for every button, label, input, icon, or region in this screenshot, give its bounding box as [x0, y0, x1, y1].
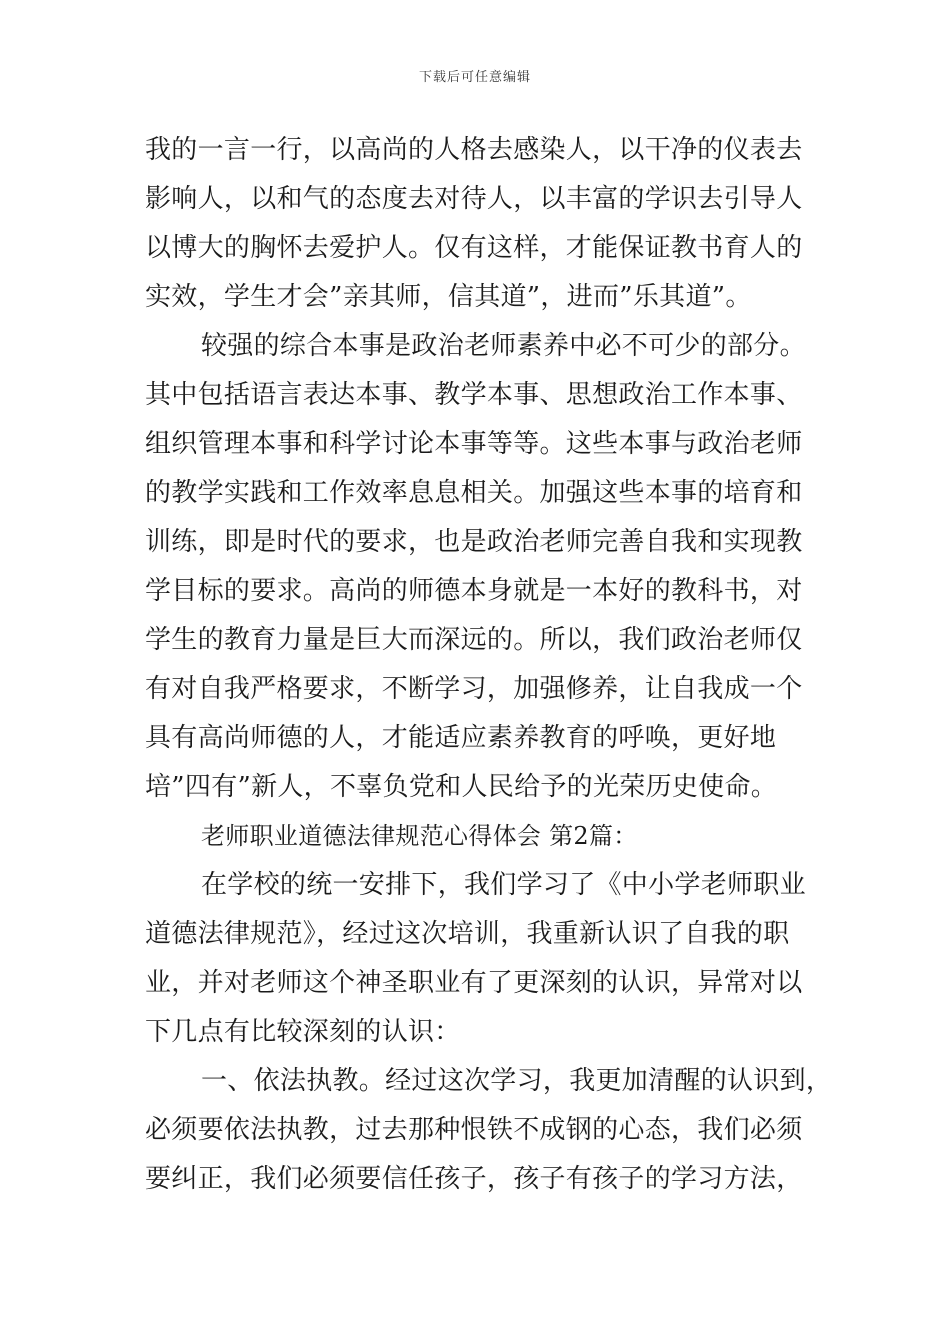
text-line: 有对自我严格要求，不断学习，加强修养，让自我成一个	[145, 674, 803, 704]
text-line: 的教学实践和工作效率息息相关。加强这些本事的培育和	[145, 478, 803, 508]
text-line: 具有高尚师德的人，才能适应素养教育的呼唤，更好地	[145, 723, 777, 753]
page-header-note: 下载后可任意编辑	[418, 70, 531, 85]
text-line: 组织管理本事和科学讨论本事等等。这些本事与政治老师	[145, 429, 803, 459]
text-line: 要纠正，我们必须要信任孩子，孩子有孩子的学习方法，	[145, 1164, 803, 1194]
text-line: 实效，学生才会”亲其师，信其道”，进而”乐其道”。	[145, 282, 752, 312]
text-line: 必须要依法执教，过去那种恨铁不成钢的心态，我们必须	[145, 1115, 803, 1145]
paragraph-first-line: 一、依法执教。经过这次学习，我更加清醒的认识到，	[201, 1066, 833, 1096]
text-line: 训练，即是时代的要求，也是政治老师完善自我和实现教	[145, 527, 803, 557]
paragraph-first-line: 在学校的统一安排下，我们学习了《中小学老师职业	[201, 870, 806, 900]
paragraph-first-line: 较强的综合本事是政治老师素养中必不可少的部分。	[201, 331, 806, 361]
text-line: 培”四有”新人，不辜负党和人民给予的光荣历史使命。	[145, 772, 778, 802]
text-line: 道德法律规范》，经过这次培训，我重新认识了自我的职	[145, 919, 790, 949]
text-line: 学生的教育力量是巨大而深远的。所以，我们政治老师仅	[145, 625, 803, 655]
text-line: 我的一言一行，以高尚的人格去感染人，以干净的仪表去	[145, 135, 803, 165]
document-body	[145, 126, 835, 1204]
section-heading: 老师职业道德法律规范心得体会 第2篇：	[201, 822, 638, 850]
text-line: 以博大的胸怀去爱护人。仅有这样，才能保证教书育人的	[145, 233, 803, 263]
text-line: 其中包括语言表达本事、教学本事、思想政治工作本事、	[145, 380, 803, 410]
text-line: 下几点有比较深刻的认识：	[145, 1017, 461, 1047]
text-line: 学目标的要求。高尚的师德本身就是一本好的教科书，对	[145, 576, 803, 606]
text-line: 业，并对老师这个神圣职业有了更深刻的认识，异常对以	[145, 968, 803, 998]
text-line: 影响人，以和气的态度去对待人，以丰富的学识去引导人	[145, 184, 803, 214]
